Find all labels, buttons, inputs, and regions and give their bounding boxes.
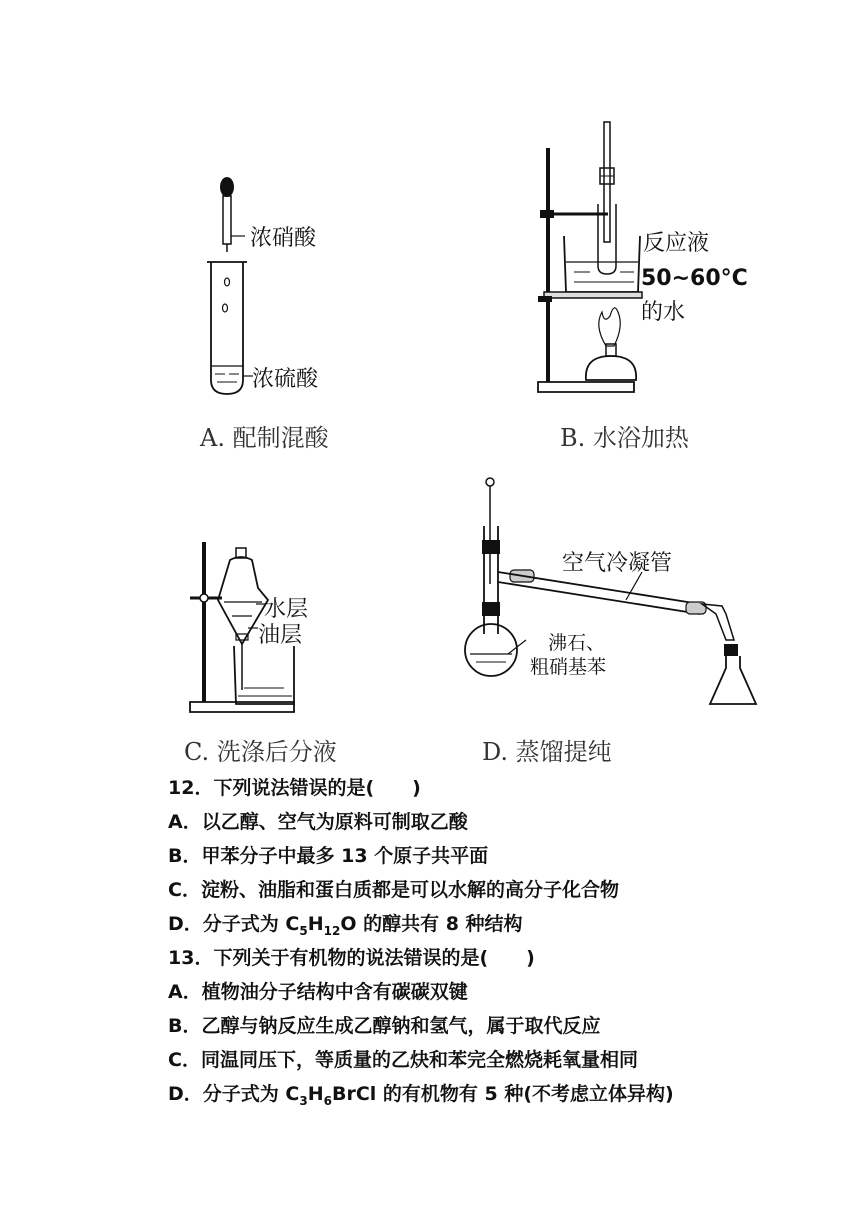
question-12-option-d: D．分子式为 $C_5H_{12}O$ 的醇共有 8 种结构 [168, 913, 523, 938]
label-temperature: 50~60°C [641, 266, 748, 291]
caption-d: D. 蒸馏提纯 [482, 738, 612, 766]
conical-flask [710, 656, 756, 704]
question-13-option-d: D．分子式为 $C_3H_6BrCl$ 的有机物有 5 种(不考虑立体异构) [168, 1083, 674, 1108]
label-air-condenser: 空气冷凝管 [562, 551, 673, 576]
thermometer [604, 122, 610, 242]
question-13-stem: 13．下列关于有机物的说法错误的是( ) [168, 947, 535, 969]
caption-b: B. 水浴加热 [560, 424, 689, 452]
figure-d-drawing [464, 474, 764, 710]
question-12-stem: 12．下列说法错误的是( ) [168, 777, 421, 799]
adapter [702, 604, 734, 640]
stand-rod [202, 542, 206, 702]
question-12-option-b: B．甲苯分子中最多 13 个原子共平面 [168, 845, 489, 867]
caption-a: A. 配制混酸 [200, 424, 329, 452]
question-13-option-c: C．同温同压下，等质量的乙炔和苯完全燃烧耗氧量相同 [168, 1049, 638, 1071]
stand-rod [546, 148, 550, 382]
label-oil-layer: 油层 [258, 623, 303, 648]
figure-a-drawing [195, 170, 255, 400]
label-water-layer: 水层 [264, 597, 309, 622]
stand-base [538, 382, 634, 392]
label-boiling-stone: 沸石、 [548, 632, 606, 654]
acid-drop [225, 278, 230, 286]
question-13-option-a: A．植物油分子结构中含有碳碳双键 [168, 981, 468, 1003]
dropper-bulb [220, 177, 234, 197]
figure-b-drawing [534, 116, 644, 398]
label-concentrated-sulfuric-acid: 浓硫酸 [252, 367, 319, 392]
water-bath-beaker [564, 236, 640, 292]
dropper-tube [223, 196, 231, 244]
label-water: 的水 [641, 300, 686, 325]
distilling-flask [465, 624, 517, 676]
caption-c: C. 洗涤后分液 [184, 738, 337, 766]
flame [599, 308, 620, 346]
alcohol-lamp [586, 356, 636, 380]
question-12-option-c: C．淀粉、油脂和蛋白质都是可以水解的高分子化合物 [168, 879, 619, 901]
label-reaction-liquid: 反应液 [643, 231, 710, 256]
wire-gauze [544, 292, 642, 298]
label-crude-nitrobenzene: 粗硝基苯 [530, 656, 607, 678]
acid-drop [223, 304, 228, 312]
air-condenser [498, 582, 700, 614]
question-13-option-b: B．乙醇与钠反应生成乙醇钠和氢气，属于取代反应 [168, 1015, 601, 1037]
question-12-option-a: A．以乙醇、空气为原料可制取乙酸 [168, 811, 468, 833]
label-concentrated-nitric-acid: 浓硝酸 [250, 226, 317, 251]
collection-beaker [234, 646, 294, 704]
